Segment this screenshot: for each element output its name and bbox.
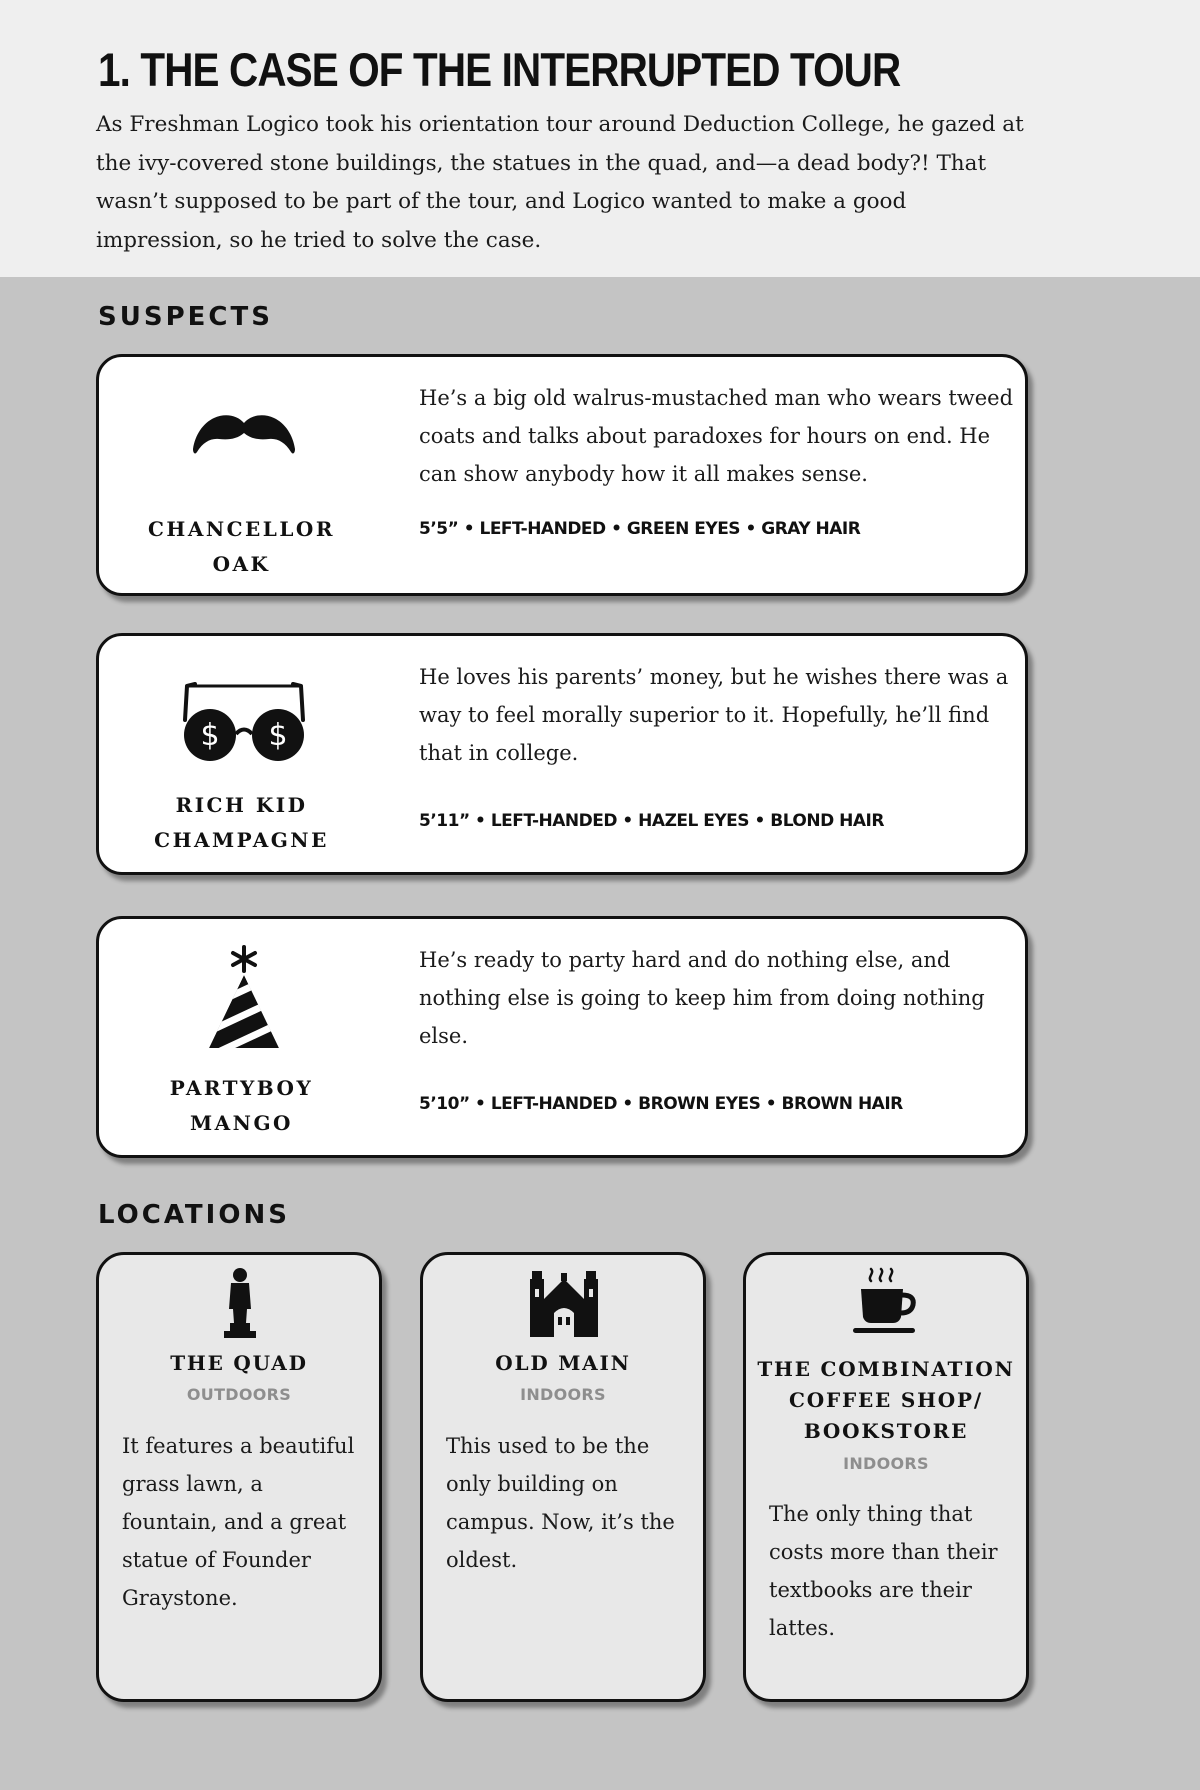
svg-text:$: $ <box>200 718 220 753</box>
suspect-card-partyboy-mango <box>96 916 1028 1158</box>
suspect-card-rich-kid-champagne <box>96 633 1028 875</box>
suspect-name-line: OAK <box>212 552 271 576</box>
location-name-line: THE COMBINATION <box>757 1357 1015 1381</box>
locations-heading: LOCATIONS <box>98 1200 290 1230</box>
suspect-card-chancellor-oak <box>96 354 1028 596</box>
suspect-name <box>119 1071 364 1141</box>
location-description: This used to be the only building on campus. Now, it’s the oldest. <box>446 1434 675 1572</box>
suspect-stats: 5’5” • LEFT-HANDED • GREEN EYES • GRAY HAIR <box>419 519 861 539</box>
suspect-name-line: MANGO <box>190 1111 293 1135</box>
location-card-the-quad <box>96 1252 382 1702</box>
suspect-name-line: PARTYBOY <box>169 1076 314 1100</box>
location-name <box>754 1354 1018 1447</box>
location-type: OUTDOORS <box>186 1385 292 1404</box>
suspect-name <box>119 788 364 858</box>
statue-icon <box>202 1265 278 1341</box>
location-name-line: BOOKSTORE <box>803 1419 969 1443</box>
suspect-stats: 5’11” • LEFT-HANDED • HAZEL EYES • BLOND HAIR <box>419 811 884 831</box>
suspect-name-line: RICH KID <box>175 793 308 817</box>
location-type: INDOORS <box>520 1385 606 1404</box>
suspect-name-line: CHANCELLOR <box>148 517 335 541</box>
dollar-sunglasses-icon <box>179 674 309 784</box>
svg-text:$: $ <box>268 718 288 753</box>
suspects-heading: SUSPECTS <box>98 302 273 332</box>
mustache-icon <box>179 385 309 495</box>
location-name-line: COFFEE SHOP/ <box>789 1388 983 1412</box>
intro-section <box>0 0 1200 277</box>
coffee-cup-icon <box>849 1265 925 1341</box>
location-name: OLD MAIN <box>495 1351 631 1375</box>
intro-paragraph: As Freshman Logico took his orientation tour around Deduction College, he gazed at the ivy-covered stone buildings, the statues in the quad, and—a dead body?! That wasn’t supposed to be part of the tour, and Logico wanted to make a good impression, so he tried to solve the case. <box>96 112 1024 253</box>
suspect-name-line: CHAMPAGNE <box>154 828 329 852</box>
suspect-description: He’s ready to party hard and do nothing else, and nothing else is going to keep him from doing nothing else. <box>419 948 985 1048</box>
suspect-name <box>119 512 364 582</box>
location-card-coffee-shop-bookstore <box>743 1252 1029 1702</box>
location-card-old-main <box>420 1252 706 1702</box>
location-description: It features a beautiful grass lawn, a fountain, and a great statue of Founder Graystone. <box>122 1434 355 1610</box>
party-hat-icon <box>179 941 309 1051</box>
suspect-stats: 5’10” • LEFT-HANDED • BROWN EYES • BROWN HAIR <box>419 1094 903 1114</box>
suspect-description: He’s a big old walrus-mustached man who wears tweed coats and talks about paradoxes for hours on end. He can show anybody how it all makes sense. <box>419 386 1014 486</box>
suspect-description: He loves his parents’ money, but he wishes there was a way to feel morally superior to it. Hopefully, he’ll find that in college. <box>419 665 1009 765</box>
page-title: 1. THE CASE OF THE INTERRUPTED TOUR <box>98 43 901 96</box>
location-description: The only thing that costs more than their textbooks are their lattes. <box>769 1502 998 1640</box>
location-type: INDOORS <box>843 1454 929 1473</box>
building-icon <box>526 1265 602 1341</box>
location-name: THE QUAD <box>170 1351 308 1375</box>
